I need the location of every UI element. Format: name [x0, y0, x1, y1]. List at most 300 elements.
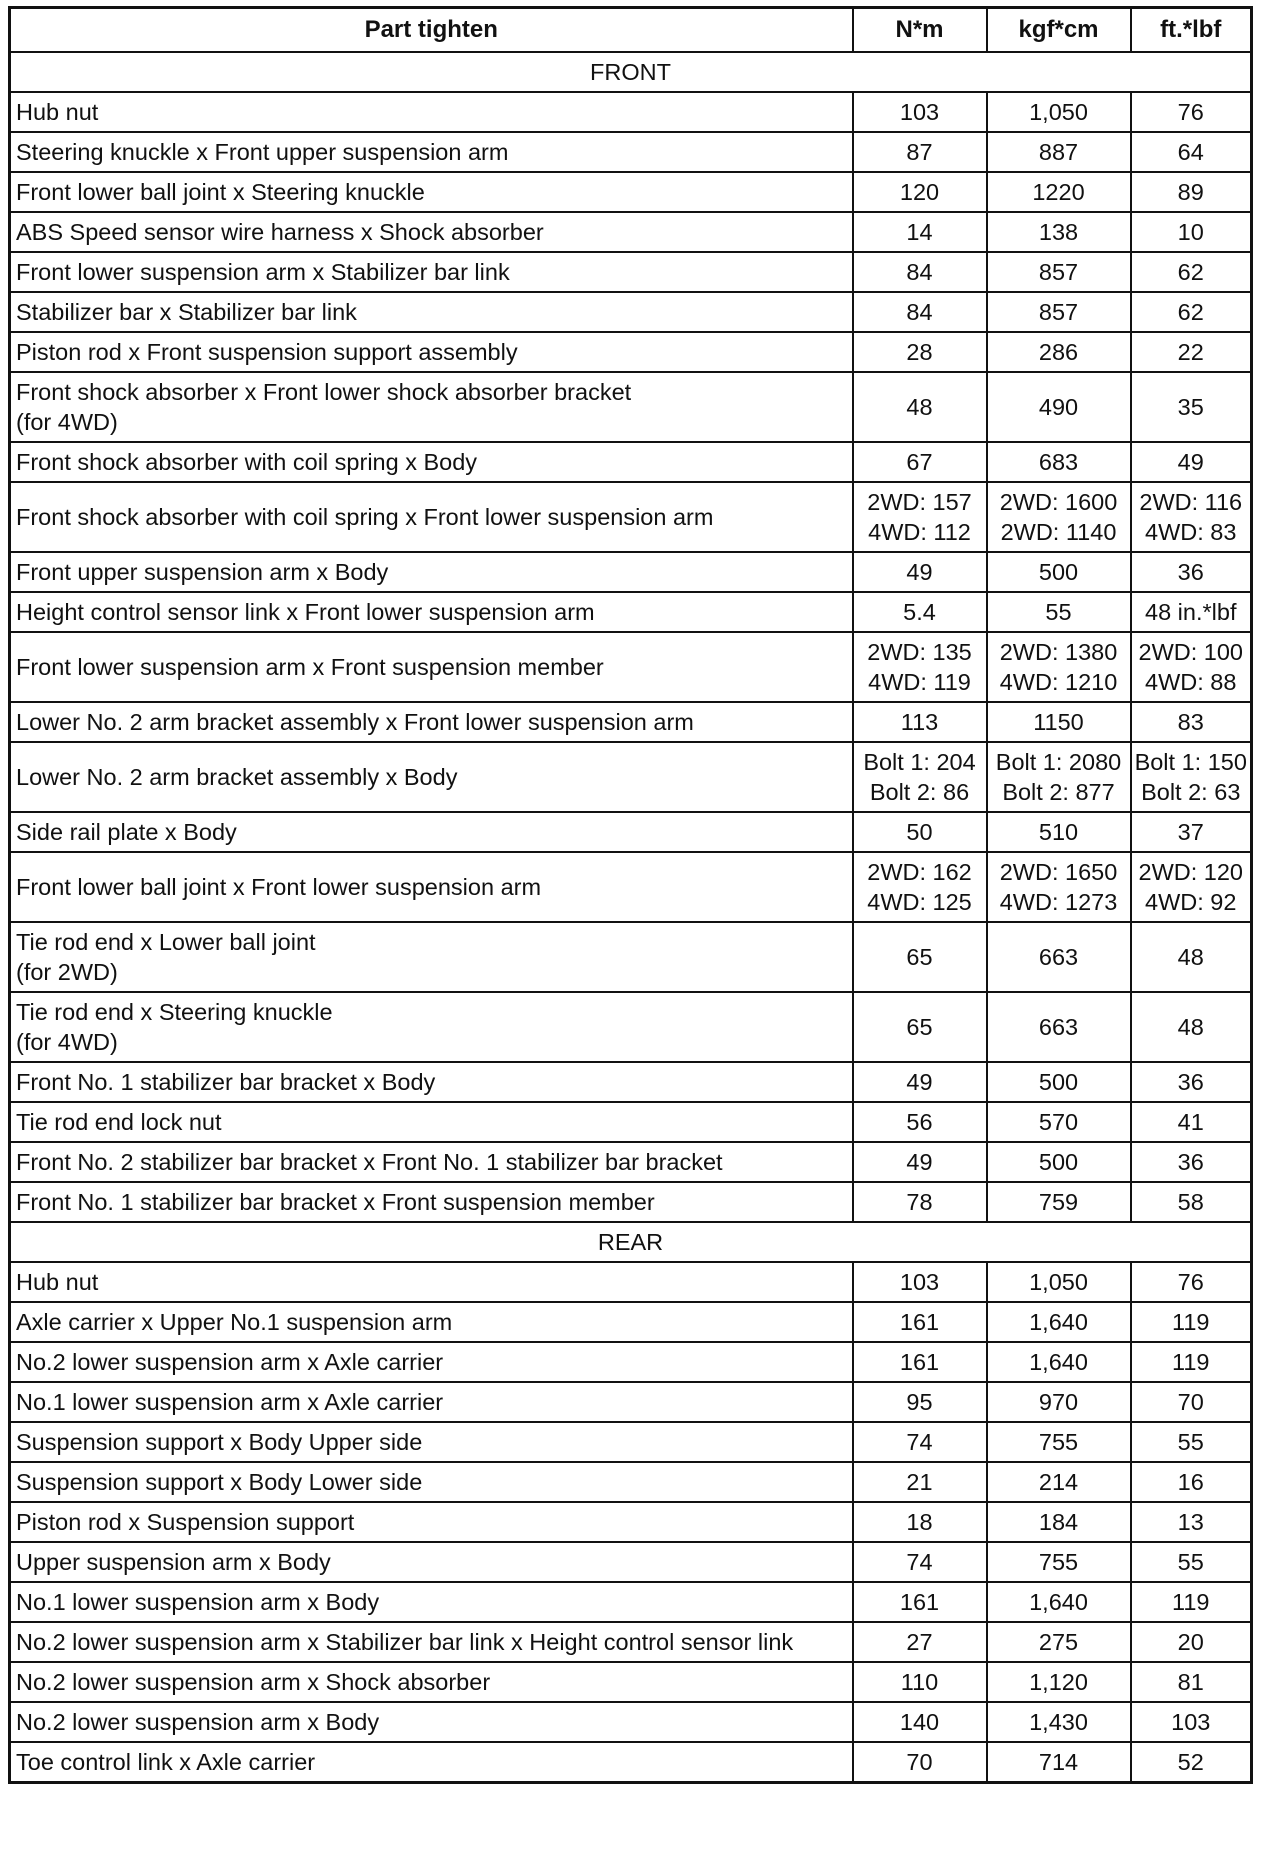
- nm-cell: [853, 1502, 987, 1542]
- header-ftlbf: ft.*lbf: [1131, 8, 1252, 53]
- kgf-cell: [987, 992, 1131, 1062]
- part-cell: [10, 1302, 853, 1342]
- ftlbf-cell-line: 35: [1177, 394, 1204, 420]
- table-row: [10, 1622, 1252, 1662]
- nm-cell: [853, 292, 987, 332]
- nm-cell: [853, 1702, 987, 1742]
- part-cell-line: No.2 lower suspension arm x Shock absorber: [16, 1669, 491, 1695]
- ftlbf-cell-line: 41: [1177, 1109, 1204, 1135]
- nm-cell-line: 21: [906, 1469, 933, 1495]
- part-cell-line: Stabilizer bar x Stabilizer bar link: [16, 299, 357, 325]
- nm-cell-line: 4WD: 119: [868, 669, 971, 695]
- table-row: [10, 922, 1252, 992]
- table-row: [10, 1702, 1252, 1742]
- ftlbf-cell-line: 103: [1171, 1709, 1211, 1735]
- part-cell: [10, 1542, 853, 1582]
- ftlbf-cell-line: Bolt 1: 150: [1134, 749, 1247, 775]
- kgf-cell-line: 1150: [1033, 709, 1084, 735]
- ftlbf-cell: [1131, 1742, 1252, 1783]
- nm-cell-line: 50: [906, 819, 933, 845]
- part-cell: [10, 1382, 853, 1422]
- nm-cell-line: 49: [906, 1069, 933, 1095]
- ftlbf-cell-line: 62: [1177, 299, 1204, 325]
- nm-cell: [853, 1382, 987, 1422]
- nm-cell: [853, 992, 987, 1062]
- ftlbf-cell-line: 4WD: 83: [1145, 519, 1237, 545]
- part-cell: [10, 482, 853, 552]
- part-cell: [10, 132, 853, 172]
- table-row: [10, 252, 1252, 292]
- kgf-cell: [987, 442, 1131, 482]
- ftlbf-cell-line: 49: [1177, 449, 1204, 475]
- header-part: Part tighten: [10, 8, 853, 53]
- part-cell: [10, 1462, 853, 1502]
- nm-cell-line: 103: [899, 99, 940, 125]
- part-cell: [10, 212, 853, 252]
- kgf-cell: [987, 1702, 1131, 1742]
- nm-cell-line: 48: [906, 394, 933, 420]
- part-cell: [10, 632, 853, 702]
- kgf-cell-line: 755: [1038, 1429, 1079, 1455]
- kgf-cell: [987, 812, 1131, 852]
- nm-cell-line: 2WD: 162: [867, 859, 972, 885]
- part-cell-line: Upper suspension arm x Body: [16, 1549, 331, 1575]
- ftlbf-cell: [1131, 172, 1252, 212]
- nm-cell-line: 70: [906, 1749, 933, 1775]
- nm-cell: [853, 442, 987, 482]
- section-title: REAR: [10, 1222, 1252, 1262]
- table-row: [10, 372, 1252, 442]
- ftlbf-cell-line: 64: [1177, 139, 1204, 165]
- kgf-cell: [987, 1502, 1131, 1542]
- nm-cell-line: 84: [906, 259, 933, 285]
- part-cell-line: Front No. 1 stabilizer bar bracket x Front suspension member: [16, 1189, 655, 1215]
- ftlbf-cell-line: 37: [1177, 819, 1204, 845]
- part-cell: [10, 92, 853, 132]
- kgf-cell: [987, 552, 1131, 592]
- nm-cell: [853, 742, 987, 812]
- ftlbf-cell: [1131, 1662, 1252, 1702]
- nm-cell-line: 161: [899, 1349, 940, 1375]
- ftlbf-cell: [1131, 1582, 1252, 1622]
- part-cell-line: Front No. 1 stabilizer bar bracket x Body: [16, 1069, 436, 1095]
- kgf-cell-line: 970: [1038, 1389, 1079, 1415]
- nm-cell: [853, 592, 987, 632]
- nm-cell: [853, 92, 987, 132]
- ftlbf-cell-line: 2WD: 116: [1139, 489, 1243, 515]
- ftlbf-cell-line: 36: [1177, 559, 1204, 585]
- part-cell-line: Steering knuckle x Front upper suspension arm: [16, 139, 509, 165]
- nm-cell-line: Bolt 1: 204: [863, 749, 976, 775]
- nm-cell-line: 95: [906, 1389, 933, 1415]
- part-cell: [10, 992, 853, 1062]
- ftlbf-cell: [1131, 1622, 1252, 1662]
- table-row: [10, 812, 1252, 852]
- part-cell: [10, 1702, 853, 1742]
- kgf-cell-line: 55: [1045, 599, 1072, 625]
- part-cell-line: Front lower ball joint x Front lower suspension arm: [16, 874, 542, 900]
- ftlbf-cell-line: 76: [1177, 1269, 1204, 1295]
- kgf-cell: [987, 212, 1131, 252]
- part-cell-line: No.2 lower suspension arm x Stabilizer bar link x Height control sensor link: [16, 1629, 794, 1655]
- part-cell: [10, 332, 853, 372]
- part-cell: [10, 1102, 853, 1142]
- kgf-cell: [987, 922, 1131, 992]
- part-cell-line: Piston rod x Suspension support: [16, 1509, 355, 1535]
- table-row: [10, 1742, 1252, 1783]
- nm-cell: [853, 1622, 987, 1662]
- nm-cell-line: 5.4: [903, 599, 936, 625]
- kgf-cell-line: 2WD: 1140: [1000, 519, 1117, 545]
- kgf-cell-line: 857: [1038, 259, 1079, 285]
- table-body: [10, 52, 1252, 1783]
- part-cell-line: (for 2WD): [16, 959, 118, 985]
- kgf-cell-line: 1,640: [1029, 1349, 1088, 1375]
- kgf-cell-line: 2WD: 1380: [999, 639, 1118, 665]
- part-cell-line: No.1 lower suspension arm x Axle carrier: [16, 1389, 444, 1415]
- nm-cell-line: 120: [899, 179, 940, 205]
- table-row: [10, 132, 1252, 172]
- ftlbf-cell: [1131, 1542, 1252, 1582]
- section-title: FRONT: [10, 52, 1252, 92]
- nm-cell: [853, 1142, 987, 1182]
- table-row: [10, 1542, 1252, 1582]
- kgf-cell-line: 500: [1038, 559, 1079, 585]
- part-cell: [10, 1662, 853, 1702]
- table-row: [10, 442, 1252, 482]
- kgf-cell-line: 683: [1038, 449, 1079, 475]
- nm-cell-line: 18: [906, 1509, 933, 1535]
- header-kgf: kgf*cm: [987, 8, 1131, 53]
- nm-cell: [853, 482, 987, 552]
- kgf-cell: [987, 1462, 1131, 1502]
- kgf-cell: [987, 292, 1131, 332]
- kgf-cell: [987, 92, 1131, 132]
- kgf-cell-line: 490: [1038, 394, 1079, 420]
- table-row: [10, 92, 1252, 132]
- ftlbf-cell-line: 36: [1177, 1069, 1204, 1095]
- part-cell-line: Height control sensor link x Front lower suspension arm: [16, 599, 595, 625]
- kgf-cell-line: 1220: [1032, 179, 1085, 205]
- table-row: [10, 1062, 1252, 1102]
- nm-cell-line: 28: [906, 339, 933, 365]
- part-cell-line: Hub nut: [16, 1269, 99, 1295]
- ftlbf-cell: [1131, 1342, 1252, 1382]
- ftlbf-cell-line: 58: [1177, 1189, 1204, 1215]
- nm-cell: [853, 1542, 987, 1582]
- table-row: [10, 1382, 1252, 1422]
- nm-cell-line: 27: [906, 1629, 933, 1655]
- nm-cell-line: 4WD: 125: [867, 889, 972, 915]
- kgf-cell: [987, 252, 1131, 292]
- nm-cell: [853, 1462, 987, 1502]
- part-cell-line: Suspension support x Body Upper side: [16, 1429, 423, 1455]
- table-row: [10, 1662, 1252, 1702]
- ftlbf-cell: [1131, 1062, 1252, 1102]
- ftlbf-cell-line: 22: [1177, 339, 1204, 365]
- nm-cell-line: 161: [899, 1589, 940, 1615]
- kgf-cell: [987, 1662, 1131, 1702]
- part-cell-line: (for 4WD): [16, 409, 118, 435]
- ftlbf-cell-line: 81: [1177, 1669, 1204, 1695]
- kgf-cell-line: 2WD: 1650: [999, 859, 1118, 885]
- part-cell-line: Front upper suspension arm x Body: [16, 559, 389, 585]
- nm-cell: [853, 212, 987, 252]
- part-cell: [10, 592, 853, 632]
- ftlbf-cell-line: 4WD: 88: [1145, 669, 1237, 695]
- kgf-cell-line: 663: [1038, 1014, 1079, 1040]
- table-row: [10, 552, 1252, 592]
- kgf-cell-line: 4WD: 1210: [999, 669, 1118, 695]
- kgf-cell: [987, 1302, 1131, 1342]
- nm-cell-line: 56: [906, 1109, 933, 1135]
- nm-cell: [853, 1102, 987, 1142]
- header-nm: N*m: [853, 8, 987, 53]
- nm-cell: [853, 332, 987, 372]
- ftlbf-cell-line: 2WD: 100: [1138, 639, 1243, 665]
- section-row: [10, 1222, 1252, 1262]
- nm-cell: [853, 372, 987, 442]
- part-cell-line: Front shock absorber with coil spring x Body: [16, 449, 478, 475]
- ftlbf-cell: [1131, 812, 1252, 852]
- nm-cell: [853, 922, 987, 992]
- ftlbf-cell-line: 48 in.*lbf: [1145, 599, 1237, 625]
- part-cell: [10, 252, 853, 292]
- part-cell-line: Tie rod end x Lower ball joint: [16, 929, 316, 955]
- kgf-cell: [987, 372, 1131, 442]
- table-row: [10, 1462, 1252, 1502]
- part-cell-line: Axle carrier x Upper No.1 suspension arm: [16, 1309, 453, 1335]
- kgf-cell: [987, 1742, 1131, 1783]
- kgf-cell: [987, 1062, 1131, 1102]
- table-row: [10, 482, 1252, 552]
- kgf-cell-line: 2WD: 1600: [999, 489, 1118, 515]
- ftlbf-cell: [1131, 592, 1252, 632]
- kgf-cell: [987, 852, 1131, 922]
- part-cell: [10, 1502, 853, 1542]
- part-cell-line: No.2 lower suspension arm x Body: [16, 1709, 380, 1735]
- part-cell: [10, 1182, 853, 1222]
- header-row: [10, 8, 1252, 53]
- ftlbf-cell-line: 48: [1177, 1014, 1204, 1040]
- table-row: [10, 332, 1252, 372]
- kgf-cell-line: 1,050: [1029, 99, 1088, 125]
- kgf-cell: [987, 1622, 1131, 1662]
- ftlbf-cell: [1131, 1422, 1252, 1462]
- nm-cell: [853, 1662, 987, 1702]
- ftlbf-cell: [1131, 1102, 1252, 1142]
- ftlbf-cell-line: 83: [1177, 709, 1204, 735]
- part-cell-line: Hub nut: [16, 99, 99, 125]
- ftlbf-cell: [1131, 922, 1252, 992]
- kgf-cell-line: 714: [1038, 1749, 1079, 1775]
- table-row: [10, 1182, 1252, 1222]
- kgf-cell: [987, 172, 1131, 212]
- part-cell-line: Suspension support x Body Lower side: [16, 1469, 423, 1495]
- nm-cell: [853, 1742, 987, 1783]
- kgf-cell-line: 214: [1038, 1469, 1079, 1495]
- nm-cell: [853, 132, 987, 172]
- kgf-cell-line: 4WD: 1273: [999, 889, 1118, 915]
- part-cell-line: Piston rod x Front suspension support assembly: [16, 339, 518, 365]
- ftlbf-cell-line: 70: [1177, 1389, 1204, 1415]
- nm-cell-line: 110: [900, 1669, 939, 1695]
- ftlbf-cell: [1131, 1502, 1252, 1542]
- part-cell: [10, 1062, 853, 1102]
- kgf-cell-line: 759: [1038, 1189, 1079, 1215]
- ftlbf-cell: [1131, 742, 1252, 812]
- ftlbf-cell: [1131, 1702, 1252, 1742]
- kgf-cell: [987, 1142, 1131, 1182]
- part-cell-line: (for 4WD): [16, 1029, 118, 1055]
- ftlbf-cell-line: 10: [1177, 219, 1204, 245]
- part-cell: [10, 742, 853, 812]
- nm-cell-line: 49: [906, 1149, 933, 1175]
- ftlbf-cell: [1131, 992, 1252, 1062]
- nm-cell-line: 161: [899, 1309, 940, 1335]
- part-cell: [10, 1582, 853, 1622]
- kgf-cell-line: 138: [1038, 219, 1079, 245]
- part-cell: [10, 552, 853, 592]
- part-cell-line: ABS Speed sensor wire harness x Shock absorber: [16, 219, 544, 245]
- kgf-cell-line: 1,640: [1029, 1589, 1088, 1615]
- kgf-cell: [987, 1342, 1131, 1382]
- nm-cell: [853, 632, 987, 702]
- kgf-cell-line: 1,640: [1029, 1309, 1088, 1335]
- part-cell-line: Front shock absorber with coil spring x Front lower suspension arm: [16, 504, 714, 530]
- nm-cell-line: 140: [899, 1709, 940, 1735]
- ftlbf-cell-line: 52: [1177, 1749, 1204, 1775]
- kgf-cell-line: 286: [1038, 339, 1079, 365]
- kgf-cell-line: 500: [1038, 1069, 1079, 1095]
- nm-cell: [853, 172, 987, 212]
- table-row: [10, 1102, 1252, 1142]
- kgf-cell-line: Bolt 2: 877: [1002, 779, 1115, 805]
- ftlbf-cell: [1131, 1302, 1252, 1342]
- kgf-cell: [987, 132, 1131, 172]
- ftlbf-cell: [1131, 92, 1252, 132]
- table-row: [10, 852, 1252, 922]
- kgf-cell-line: 500: [1038, 1149, 1079, 1175]
- kgf-cell: [987, 1582, 1131, 1622]
- ftlbf-cell: [1131, 132, 1252, 172]
- table-row: [10, 1302, 1252, 1342]
- ftlbf-cell: [1131, 1182, 1252, 1222]
- table-row: [10, 1422, 1252, 1462]
- part-cell: [10, 1422, 853, 1462]
- part-cell: [10, 1622, 853, 1662]
- part-cell: [10, 172, 853, 212]
- kgf-cell-line: Bolt 1: 2080: [995, 749, 1122, 775]
- ftlbf-cell: [1131, 482, 1252, 552]
- part-cell: [10, 812, 853, 852]
- kgf-cell: [987, 1422, 1131, 1462]
- part-cell-line: Side rail plate x Body: [16, 819, 237, 845]
- part-cell-line: Front No. 2 stabilizer bar bracket x Front No. 1 stabilizer bar bracket: [16, 1149, 723, 1175]
- nm-cell: [853, 1262, 987, 1302]
- ftlbf-cell: [1131, 1382, 1252, 1422]
- nm-cell-line: 103: [899, 1269, 940, 1295]
- table-row: [10, 632, 1252, 702]
- nm-cell-line: 49: [906, 559, 933, 585]
- table-row: [10, 1342, 1252, 1382]
- kgf-cell: [987, 592, 1131, 632]
- nm-cell-line: 65: [906, 1014, 933, 1040]
- table-row: [10, 212, 1252, 252]
- part-cell: [10, 1742, 853, 1783]
- part-cell-line: Front lower ball joint x Steering knuckle: [16, 179, 425, 205]
- ftlbf-cell: [1131, 852, 1252, 922]
- ftlbf-cell: [1131, 702, 1252, 742]
- kgf-cell-line: 275: [1038, 1629, 1079, 1655]
- part-cell-line: No.1 lower suspension arm x Body: [16, 1589, 380, 1615]
- kgf-cell: [987, 332, 1131, 372]
- ftlbf-cell-line: 55: [1177, 1429, 1204, 1455]
- ftlbf-cell: [1131, 442, 1252, 482]
- kgf-cell: [987, 1542, 1131, 1582]
- kgf-cell-line: 184: [1038, 1509, 1079, 1535]
- table-row: [10, 1142, 1252, 1182]
- kgf-cell: [987, 1262, 1131, 1302]
- kgf-cell: [987, 702, 1131, 742]
- nm-cell-line: 67: [906, 449, 933, 475]
- ftlbf-cell-line: 20: [1177, 1629, 1204, 1655]
- part-cell: [10, 922, 853, 992]
- ftlbf-cell-line: 62: [1177, 259, 1204, 285]
- nm-cell-line: 78: [906, 1189, 933, 1215]
- kgf-cell-line: 1,050: [1029, 1269, 1088, 1295]
- nm-cell: [853, 552, 987, 592]
- nm-cell-line: Bolt 2: 86: [869, 779, 970, 805]
- nm-cell-line: 14: [906, 219, 933, 245]
- nm-cell-line: 4WD: 112: [868, 519, 971, 545]
- ftlbf-cell-line: 76: [1177, 99, 1204, 125]
- kgf-cell: [987, 632, 1131, 702]
- kgf-cell-line: 887: [1038, 139, 1079, 165]
- torque-spec-table: [8, 6, 1253, 1784]
- table-row: [10, 592, 1252, 632]
- kgf-cell-line: 1,120: [1029, 1669, 1088, 1695]
- kgf-cell: [987, 1382, 1131, 1422]
- nm-cell-line: 74: [906, 1429, 933, 1455]
- part-cell: [10, 1142, 853, 1182]
- ftlbf-cell: [1131, 632, 1252, 702]
- table-row: [10, 172, 1252, 212]
- kgf-cell: [987, 482, 1131, 552]
- table-row: [10, 1582, 1252, 1622]
- table-row: [10, 702, 1252, 742]
- ftlbf-cell: [1131, 252, 1252, 292]
- ftlbf-cell: [1131, 1142, 1252, 1182]
- nm-cell-line: 84: [906, 299, 933, 325]
- part-cell-line: No.2 lower suspension arm x Axle carrier: [16, 1349, 444, 1375]
- nm-cell: [853, 1062, 987, 1102]
- kgf-cell-line: 663: [1038, 944, 1079, 970]
- table-row: [10, 992, 1252, 1062]
- nm-cell: [853, 812, 987, 852]
- table-row: [10, 1262, 1252, 1302]
- nm-cell: [853, 702, 987, 742]
- part-cell-line: Front shock absorber x Front lower shock absorber bracket: [16, 379, 632, 405]
- part-cell: [10, 292, 853, 332]
- ftlbf-cell: [1131, 552, 1252, 592]
- ftlbf-cell-line: 119: [1172, 1309, 1210, 1335]
- part-cell: [10, 372, 853, 442]
- nm-cell: [853, 1302, 987, 1342]
- nm-cell-line: 65: [906, 944, 933, 970]
- kgf-cell: [987, 742, 1131, 812]
- ftlbf-cell-line: Bolt 2: 63: [1141, 779, 1241, 805]
